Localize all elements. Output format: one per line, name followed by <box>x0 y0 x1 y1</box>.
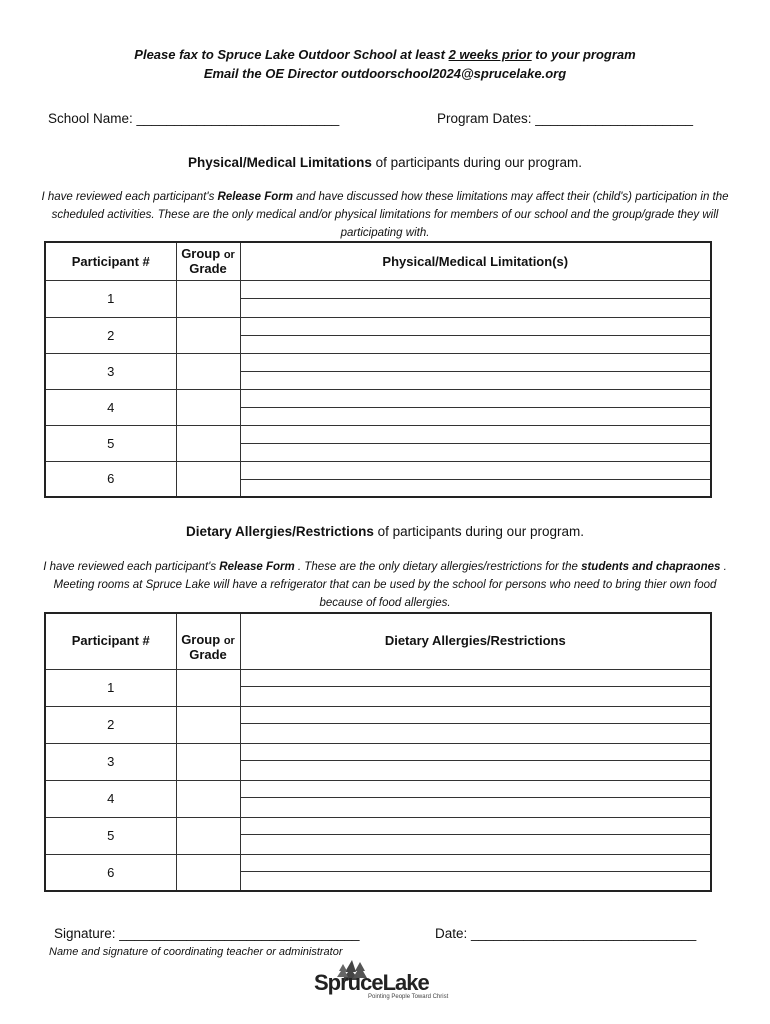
grade-label: Grade <box>189 261 227 277</box>
table-row <box>45 780 711 817</box>
participant-number: 6 <box>45 854 176 891</box>
col-participant-header: Participant # <box>45 242 176 280</box>
intro-bold: Release Form <box>217 191 293 203</box>
group-cell[interactable] <box>176 280 240 317</box>
group-cell[interactable] <box>176 353 240 389</box>
intro-text: . Meeting rooms at Spruce Lake will have a refrigerator that can be used by the school for persons who need to bring thier own food because of food allergies. <box>53 561 727 609</box>
col-limitation-header: Physical/Medical Limitation(s) <box>240 242 711 280</box>
participant-number: 2 <box>45 317 176 353</box>
participant-number: 2 <box>45 706 176 743</box>
table-row <box>45 743 711 780</box>
restriction-cell[interactable] <box>240 780 711 817</box>
restriction-cell[interactable] <box>240 817 711 854</box>
group-cell[interactable] <box>176 706 240 743</box>
intro-text: I have reviewed each participant's <box>43 561 220 573</box>
header-line-2: Email the OE Director outdoorschool2024@sprucelake.org <box>203 66 567 81</box>
participant-number: 6 <box>45 461 176 497</box>
participant-number: 4 <box>45 389 176 425</box>
spruce-lake-logo <box>312 960 462 1002</box>
table-header-row <box>45 613 711 669</box>
col-group-header <box>176 613 240 669</box>
table-row <box>45 706 711 743</box>
col-participant-header: Participant # <box>45 613 176 669</box>
group-cell[interactable] <box>176 425 240 461</box>
group-cell[interactable] <box>176 817 240 854</box>
table-row <box>45 280 711 317</box>
dietary-intro <box>40 558 730 612</box>
participant-number: 5 <box>45 817 176 854</box>
participant-number: 3 <box>45 743 176 780</box>
dietary-table <box>44 612 712 892</box>
limitation-cell[interactable] <box>240 317 711 353</box>
limitation-cell[interactable] <box>240 461 711 497</box>
header-line-1 <box>0 47 770 62</box>
header-text: Please fax to Spruce Lake Outdoor School at least <box>134 47 445 62</box>
col-group-header <box>176 242 240 280</box>
table-row <box>45 817 711 854</box>
logo-wordmark: SpruceLake <box>314 970 429 995</box>
dietary-section-title <box>0 524 770 539</box>
participant-number: 3 <box>45 353 176 389</box>
limitation-cell[interactable] <box>240 280 711 317</box>
intro-text: I have reviewed each participant's <box>41 191 218 203</box>
restriction-cell[interactable] <box>240 854 711 891</box>
table-row <box>45 854 711 891</box>
group-label: Group <box>181 246 221 262</box>
medical-table <box>44 241 712 498</box>
header-text: to your program <box>535 47 636 62</box>
medical-section-title <box>0 155 770 170</box>
table-row <box>45 669 711 706</box>
or-label: or <box>223 249 235 262</box>
table-row <box>45 425 711 461</box>
group-cell[interactable] <box>176 743 240 780</box>
intro-text: . These are the only dietary allergies/restrictions for the <box>294 561 582 573</box>
intro-text: and have discussed how these limitations may affect their (child's) participation in the scheduled activities. These are the only medical and/or physical limitations for members of our school and the group/grade they will participating with. <box>51 191 729 239</box>
participant-number: 4 <box>45 780 176 817</box>
table-row <box>45 353 711 389</box>
school-name-field[interactable]: School Name: ___________________________ <box>48 111 340 126</box>
grade-label: Grade <box>189 647 227 662</box>
table-row <box>45 461 711 497</box>
col-restriction-header: Dietary Allergies/Restrictions <box>240 613 711 669</box>
intro-bold: Release Form <box>219 561 295 573</box>
table-row <box>45 317 711 353</box>
limitation-cell[interactable] <box>240 425 711 461</box>
participant-number: 1 <box>45 669 176 706</box>
medical-title-bold: Physical/Medical Limitations <box>188 155 372 170</box>
group-cell[interactable] <box>176 461 240 497</box>
logo-tagline: Pointing People Toward Christ <box>368 994 449 1000</box>
table-header-row <box>45 242 711 280</box>
participant-number: 5 <box>45 425 176 461</box>
group-label: Group <box>181 632 221 647</box>
participant-number: 1 <box>45 280 176 317</box>
date-field[interactable]: Date: ______________________________ <box>435 926 697 941</box>
header-emphasis: 2 weeks prior <box>448 47 532 62</box>
dietary-title-rest: of participants during our program. <box>373 524 584 539</box>
restriction-cell[interactable] <box>240 669 711 706</box>
group-cell[interactable] <box>176 669 240 706</box>
group-cell[interactable] <box>176 317 240 353</box>
table-row <box>45 389 711 425</box>
signature-field[interactable]: Signature: ________________________________ <box>54 926 360 941</box>
limitation-cell[interactable] <box>240 389 711 425</box>
medical-title-rest: of participants during our program. <box>371 155 582 170</box>
restriction-cell[interactable] <box>240 706 711 743</box>
medical-intro <box>40 188 730 242</box>
program-dates-field[interactable]: Program Dates: _____________________ <box>437 111 693 126</box>
group-cell[interactable] <box>176 780 240 817</box>
group-cell[interactable] <box>176 389 240 425</box>
limitation-cell[interactable] <box>240 353 711 389</box>
intro-bold: students and chapraones <box>581 561 721 573</box>
group-cell[interactable] <box>176 854 240 891</box>
or-label: or <box>223 635 235 647</box>
restriction-cell[interactable] <box>240 743 711 780</box>
dietary-title-bold: Dietary Allergies/Restrictions <box>186 524 374 539</box>
signature-caption: Name and signature of coordinating teacher or administrator <box>49 946 343 958</box>
